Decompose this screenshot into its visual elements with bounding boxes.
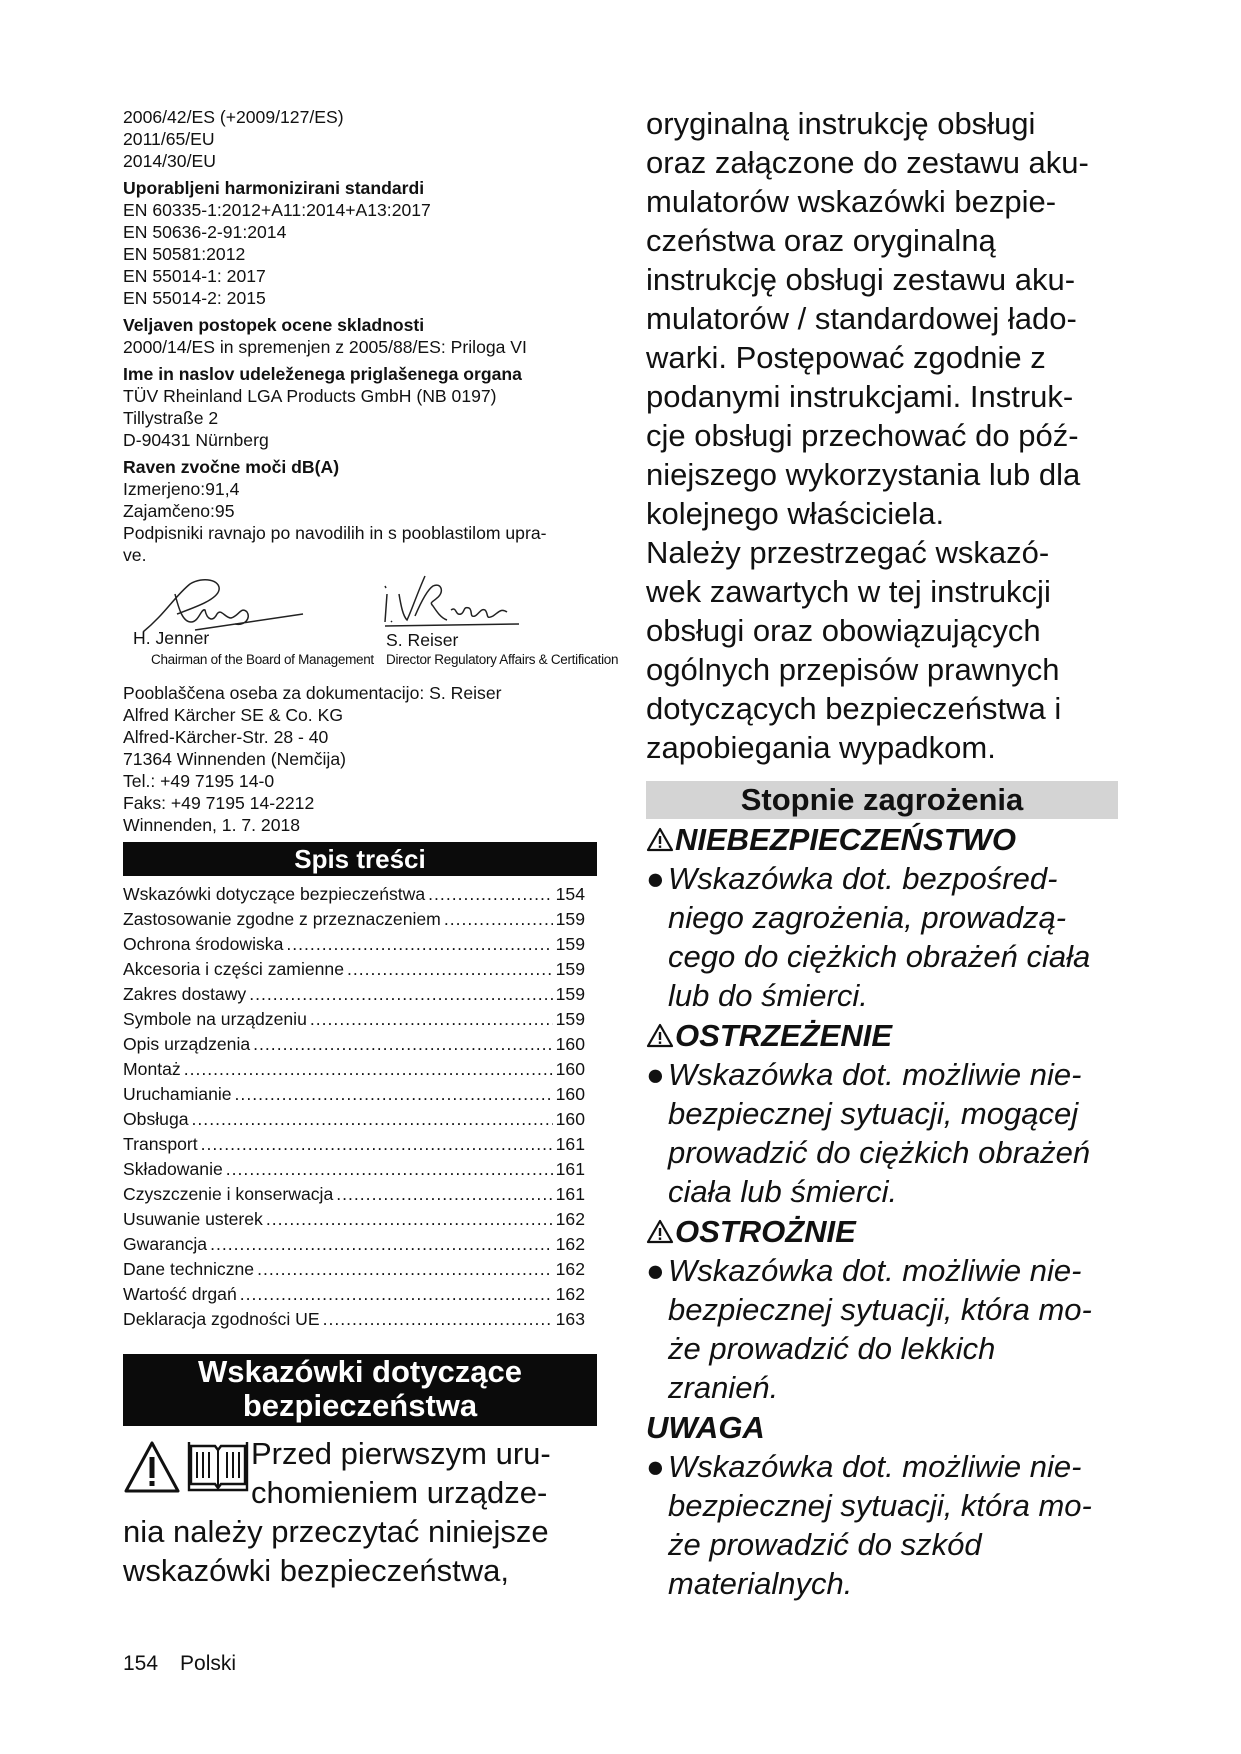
manual-book-icon	[187, 1438, 249, 1494]
toc-leader	[428, 882, 552, 907]
warning-triangle-icon	[646, 1023, 674, 1048]
hazard-level-label: UWAGA	[646, 1410, 765, 1445]
footer-language: Polski	[180, 1652, 237, 1675]
hazard-level-heading	[646, 1409, 1122, 1447]
toc-leader	[235, 1082, 553, 1107]
toc-leader	[240, 1282, 553, 1307]
text-line: lub do śmierci.	[668, 978, 868, 1013]
text-line: oraz załączone do zestawu aku-	[646, 145, 1089, 180]
toc-page: 159	[555, 959, 585, 979]
toc-label: Uruchamianie	[123, 1084, 232, 1104]
toc-label: Czyszczenie i konserwacja	[123, 1184, 334, 1204]
toc-label: Dane techniczne	[123, 1259, 255, 1279]
hazard-level	[646, 1409, 1122, 1603]
left-column	[123, 106, 619, 1590]
toc-leader	[347, 957, 553, 982]
hazard-level-text	[646, 1447, 1122, 1603]
notified-body-line: Tillystraße 2	[123, 408, 219, 428]
hazard-level-heading	[646, 821, 1122, 859]
text-line: zranień.	[668, 1370, 779, 1405]
toc-label: Symbole na urządzeniu	[123, 1009, 307, 1029]
toc-label: Wskazówki dotyczące bezpieczeństwa	[123, 884, 426, 904]
toc-page: 160	[555, 1059, 585, 1079]
toc-leader	[253, 1032, 553, 1057]
toc-entry[interactable]	[123, 1182, 597, 1207]
toc-label: Opis urządzenia	[123, 1034, 251, 1054]
standards-heading: Uporabljeni harmonizirani standardi	[123, 178, 425, 198]
toc-title: Spis treści	[123, 842, 597, 876]
standards-list	[123, 199, 597, 309]
toc-entry[interactable]	[123, 1307, 597, 1332]
toc-label: Akcesoria i części zamienne	[123, 959, 344, 979]
hazard-level-text	[646, 1251, 1122, 1407]
toc-label: Ochrona środowiska	[123, 934, 284, 954]
standard-line: EN 55014-2: 2015	[123, 288, 266, 308]
notified-body-line: D-90431 Nürnberg	[123, 430, 269, 450]
directive-line: 2011/65/EU	[123, 129, 215, 149]
contact-line: Faks: +49 7195 14-2212	[123, 793, 315, 813]
noise-heading: Raven zvočne moči dB(A)	[123, 457, 340, 477]
text-line: że prowadzić do szkód	[668, 1527, 982, 1562]
text-line: podanymi instrukcjami. Instruk-	[646, 379, 1074, 414]
toc-entry[interactable]	[123, 1157, 597, 1182]
toc-leader	[444, 907, 553, 932]
signature-reiser	[381, 572, 521, 630]
toc-label: Deklaracja zgodności UE	[123, 1309, 320, 1329]
page-number: 154	[123, 1652, 159, 1675]
toc-entry[interactable]	[123, 982, 597, 1007]
toc-entry[interactable]	[123, 1032, 597, 1057]
hazard-level-text	[646, 1055, 1122, 1211]
text-line: niejszego wykorzystania lub dla	[646, 457, 1081, 492]
toc-label: Zastosowanie zgodne z przeznaczeniem	[123, 909, 441, 929]
contact-line: Winnenden, 1. 7. 2018	[123, 815, 301, 835]
hazard-level-label: OSTRZEŻENIE	[675, 1018, 893, 1053]
notified-body-lines	[123, 385, 597, 451]
safety-section-title	[123, 1354, 597, 1426]
toc-entry[interactable]	[123, 1107, 597, 1132]
toc-page: 154	[555, 884, 585, 904]
text-line: Wskazówka dot. możliwie nie-	[668, 1057, 1082, 1092]
toc-page: 161	[555, 1184, 585, 1204]
intro-line: wskazówki bezpieczeństwa,	[123, 1553, 509, 1588]
text-line: że prowadzić do lekkich	[668, 1331, 996, 1366]
text-line: bezpiecznej sytuacji, mogącej	[668, 1096, 1079, 1131]
intro-line: chomieniem urządze-	[251, 1475, 548, 1510]
right-column	[646, 104, 1122, 1603]
toc-page: 159	[555, 1009, 585, 1029]
toc-leader	[266, 1207, 553, 1232]
toc-label: Obsługa	[123, 1109, 189, 1129]
text-line: cego do ciężkich obrażeń ciała	[668, 939, 1091, 974]
toc-leader	[249, 982, 552, 1007]
hazard-level	[646, 1017, 1122, 1211]
toc-leader	[286, 932, 552, 957]
toc-entry[interactable]	[123, 1257, 597, 1282]
toc-page: 162	[555, 1284, 585, 1304]
hazard-level	[646, 821, 1122, 1015]
text-line: dotyczących bezpieczeństwa i	[646, 691, 1062, 726]
directive-list	[123, 106, 597, 172]
text-line: niego zagrożenia, prowadzą-	[668, 900, 1067, 935]
toc-leader	[336, 1182, 552, 1207]
intro-line: nia należy przeczytać niniejsze	[123, 1514, 549, 1549]
toc-entry[interactable]	[123, 957, 597, 982]
bullet-icon: ●	[646, 861, 665, 896]
toc-entry[interactable]	[123, 1007, 597, 1032]
toc-page: 159	[555, 934, 585, 954]
hazard-level	[646, 1213, 1122, 1407]
contact-line: Pooblaščena oseba za dokumentacijo: S. Reiser	[123, 683, 502, 703]
text-line: materialnych.	[668, 1566, 853, 1601]
toc-entry[interactable]	[123, 907, 597, 932]
toc-leader	[184, 1057, 553, 1082]
toc-entry[interactable]	[123, 1207, 597, 1232]
bullet-icon: ●	[646, 1057, 665, 1092]
intro-icons	[123, 1440, 251, 1498]
paragraph-1	[646, 104, 1122, 533]
toc-leader	[210, 1232, 553, 1257]
toc-label: Wartość drgań	[123, 1284, 237, 1304]
signer-title: Chairman of the Board of Management	[151, 652, 374, 667]
procedure-text: 2000/14/ES in spremenjen z 2005/88/ES: Priloga VI	[123, 337, 527, 357]
warning-triangle-icon	[646, 827, 674, 852]
toc-page: 160	[555, 1084, 585, 1104]
directive-line: 2014/30/EU	[123, 151, 216, 171]
text-line: oryginalną instrukcję obsługi	[646, 106, 1036, 141]
toc-leader	[192, 1107, 553, 1132]
signer-name: S. Reiser	[386, 630, 459, 650]
standard-line: EN 50581:2012	[123, 244, 246, 264]
noise-line: Izmerjeno:91,4	[123, 479, 240, 499]
notified-body-line: TÜV Rheinland LGA Products GmbH (NB 0197)	[123, 386, 497, 406]
table-of-contents	[123, 882, 597, 1332]
noise-line: Zajamčeno:95	[123, 501, 235, 521]
contact-line: 71364 Winnenden (Nemčija)	[123, 749, 346, 769]
toc-entry[interactable]	[123, 932, 597, 957]
hazard-level-text	[646, 859, 1122, 1015]
toc-page: 162	[555, 1259, 585, 1279]
signature-block	[123, 568, 619, 678]
contact-line: Alfred-Kärcher-Str. 28 - 40	[123, 727, 329, 747]
toc-label: Składowanie	[123, 1159, 223, 1179]
safety-intro	[123, 1434, 597, 1590]
noise-line: ve.	[123, 545, 147, 565]
text-line: bezpiecznej sytuacji, która mo-	[668, 1488, 1092, 1523]
toc-page: 161	[555, 1134, 585, 1154]
text-line: wek zawartych w tej instrukcji	[646, 574, 1051, 609]
warning-triangle-icon	[646, 1219, 674, 1244]
text-line: cje obsługi przechować do póź-	[646, 418, 1079, 453]
toc-leader	[201, 1132, 553, 1157]
hazard-level-label: NIEBEZPIECZEŃSTWO	[675, 822, 1017, 857]
toc-page: 160	[555, 1034, 585, 1054]
signer-name: H. Jenner	[133, 628, 210, 648]
text-line: mulatorów / standardowej łado-	[646, 301, 1077, 336]
toc-leader	[226, 1157, 553, 1182]
hazard-level-heading	[646, 1213, 1122, 1251]
text-line: kolejnego właściciela.	[646, 496, 945, 531]
signer-title: Director Regulatory Affairs & Certification	[386, 652, 619, 667]
hazard-level-heading	[646, 1017, 1122, 1055]
paragraph-2	[646, 533, 1122, 767]
safety-title-line: bezpieczeństwa	[242, 1388, 478, 1423]
toc-page: 162	[555, 1209, 585, 1229]
toc-page: 159	[555, 909, 585, 929]
toc-entry[interactable]	[123, 882, 597, 907]
standard-line: EN 60335-1:2012+A11:2014+A13:2017	[123, 200, 431, 220]
text-line: zapobiegania wypadkom.	[646, 730, 996, 765]
bullet-icon: ●	[646, 1449, 665, 1484]
directive-line: 2006/42/ES (+2009/127/ES)	[123, 107, 344, 127]
warning-triangle-icon	[123, 1440, 181, 1494]
toc-leader	[323, 1307, 553, 1332]
standard-line: EN 50636-2-91:2014	[123, 222, 287, 242]
toc-entry[interactable]	[123, 1082, 597, 1107]
contact-line: Tel.: +49 7195 14-0	[123, 771, 275, 791]
toc-page: 162	[555, 1234, 585, 1254]
contact-line: Alfred Kärcher SE & Co. KG	[123, 705, 344, 725]
text-line: Należy przestrzegać wskazó-	[646, 535, 1050, 570]
noise-lines	[123, 478, 597, 566]
text-line: warki. Postępować zgodnie z	[646, 340, 1046, 375]
page-footer	[123, 1652, 258, 1676]
text-line: Wskazówka dot. bezpośred-	[668, 861, 1058, 896]
safety-title-line: Wskazówki dotyczące	[198, 1354, 522, 1389]
text-line: mulatorów wskazówki bezpie-	[646, 184, 1057, 219]
toc-entry[interactable]	[123, 1232, 597, 1257]
hazard-levels-title: Stopnie zagrożenia	[646, 781, 1118, 819]
text-line: Wskazówka dot. możliwie nie-	[668, 1253, 1082, 1288]
toc-entry[interactable]	[123, 1282, 597, 1307]
intro-line: Przed pierwszym uru-	[251, 1436, 551, 1471]
toc-label: Gwarancja	[123, 1234, 208, 1254]
text-line: czeństwa oraz oryginalną	[646, 223, 996, 258]
text-line: obsługi oraz obowiązujących	[646, 613, 1041, 648]
text-line: instrukcję obsługi zestawu aku-	[646, 262, 1076, 297]
toc-page: 161	[555, 1159, 585, 1179]
toc-page: 163	[555, 1309, 585, 1329]
toc-entry[interactable]	[123, 1057, 597, 1082]
toc-page: 160	[555, 1109, 585, 1129]
toc-entry[interactable]	[123, 1132, 597, 1157]
toc-leader	[257, 1257, 553, 1282]
noise-line: Podpisniki ravnajo po navodilih in s pooblastilom upra-	[123, 523, 547, 543]
toc-label: Transport	[123, 1134, 198, 1154]
toc-label: Montaż	[123, 1059, 181, 1079]
contact-lines	[123, 682, 597, 836]
text-line: Wskazówka dot. możliwie nie-	[668, 1449, 1082, 1484]
toc-label: Usuwanie usterek	[123, 1209, 263, 1229]
hazard-level-label: OSTROŻNIE	[675, 1214, 856, 1249]
text-line: ogólnych przepisów prawnych	[646, 652, 1060, 687]
toc-page: 159	[555, 984, 585, 1004]
procedure-heading: Veljaven postopek ocene skladnosti	[123, 315, 425, 335]
toc-label: Zakres dostawy	[123, 984, 247, 1004]
text-line: ciała lub śmierci.	[668, 1174, 898, 1209]
toc-leader	[310, 1007, 553, 1032]
standard-line: EN 55014-1: 2017	[123, 266, 266, 286]
text-line: bezpiecznej sytuacji, która mo-	[668, 1292, 1092, 1327]
text-line: prowadzić do ciężkich obrażeń	[668, 1135, 1091, 1170]
bullet-icon: ●	[646, 1253, 665, 1288]
notified-body-heading: Ime in naslov udeleženega priglašenega organa	[123, 364, 522, 384]
